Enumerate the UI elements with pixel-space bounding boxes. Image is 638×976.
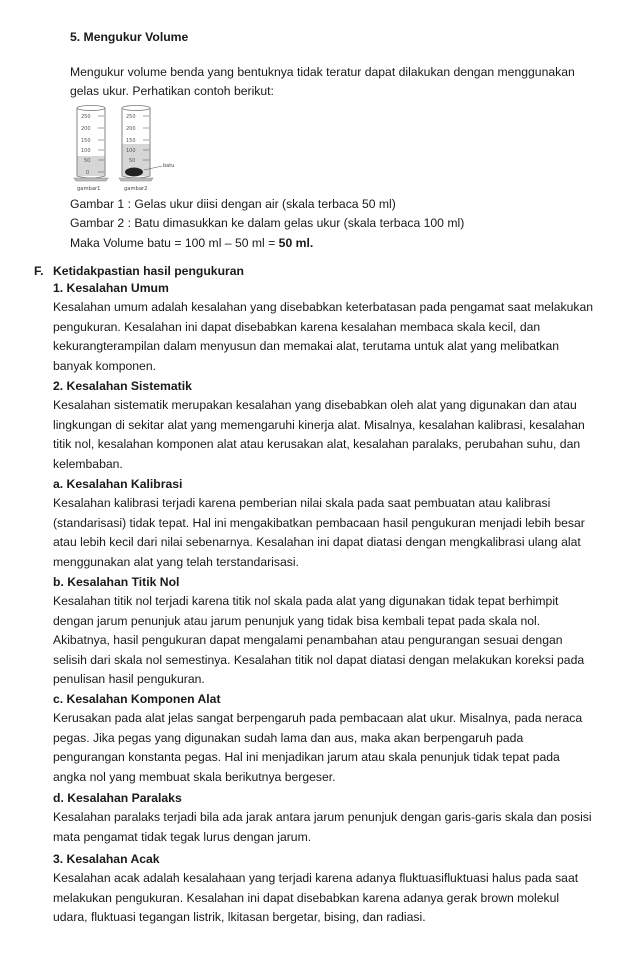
paragraph-line: kelembaban.	[53, 456, 123, 471]
subsection-heading: 3. Kesalahan Acak	[53, 852, 160, 866]
paragraph-line: pengukuran. Kesalahan ini dapat disebabkan karena kesalahan membaca skala kecil, dan	[53, 319, 541, 334]
stone-label: batu	[163, 163, 175, 169]
paragraph-line: Akibatnya, hasil pengukuran dapat mengalami penambahan atau pengurangan sesuai dengan	[53, 633, 563, 648]
tick-label: 150	[81, 138, 91, 144]
subsection-heading: a. Kesalahan Kalibrasi	[53, 477, 183, 491]
paragraph-line: angka nol yang membuat skala berikutnya bergeser.	[53, 769, 336, 784]
tick-label: 250	[81, 114, 91, 120]
paragraph-line: Kesalahan sistematik merupakan kesalahan yang disebabkan oleh alat yang digunakan dan atau	[53, 398, 577, 413]
paragraph-line: Kesalahan acak adalah kesalahaan yang terjadi karena adanya fluktuasifluktuasi halus pada saat	[53, 871, 579, 886]
paragraph-line: dengan jarum penunjuk atau jarum penunjuk yang tidak bisa kembali tepat pada skala nol.	[53, 613, 541, 628]
tick-label: 0	[86, 170, 90, 176]
result-line	[70, 234, 464, 253]
paragraph-line: Mengukur volume benda yang bentuknya tidak teratur dapat dilakukan dengan menggunakan	[70, 65, 575, 79]
paragraph-line: Kesalahan umum adalah kesalahan yang disebabkan keterbatasan pada pengamat saat melakukan	[53, 300, 594, 315]
tick-label: 50	[129, 158, 136, 164]
paragraph-line: Kerusakan pada alat jelas sangat berpengaruh pada pembacaan alat ukur. Misalnya, pada neraca	[53, 711, 583, 726]
paragraph-line: banyak komponen.	[53, 358, 156, 373]
tick-label: 200	[126, 126, 136, 132]
kesalahan-kalibrasi-block	[53, 475, 585, 572]
subsection-heading: d. Kesalahan Paralaks	[53, 791, 182, 805]
section-heading-ketidakpastian: Ketidakpastian hasil pengukuran	[53, 264, 244, 278]
subsection-heading: b. Kesalahan Titik Nol	[53, 575, 180, 589]
kesalahan-acak-block	[53, 850, 578, 928]
paragraph-line: udara, fluktuasi tegangan listrik, lkitasan bergetar, bising, dan radiasi.	[53, 910, 426, 925]
paragraph-line: (standarisasi) tidak tepat. Hal ini mengakibatkan pembacaan hasil pengukuran menjadi lebih besar	[53, 515, 585, 530]
kesalahan-umum-block	[53, 279, 593, 376]
stone-icon	[125, 168, 143, 177]
paragraph-line: lingkungan di sekitar alat yang memengaruhi kinerja alat. Misalnya, kesalahan kalibrasi, kesalahan	[53, 417, 585, 432]
section-heading-mengukur-volume: 5. Mengukur Volume	[70, 30, 189, 44]
paragraph-line: Gambar 2 : Batu dimasukkan ke dalam gelas ukur (skala terbaca 100 ml)	[70, 216, 465, 231]
section-letter: F.	[34, 264, 44, 278]
figure-caption-2: gambar2	[124, 186, 148, 192]
paragraph-line: penulisan hasil pengukuran.	[53, 672, 205, 687]
kesalahan-komponen-alat-block	[53, 690, 582, 787]
paragraph-line: gelas ukur. Perhatikan contoh berikut:	[70, 84, 274, 99]
tick-label: 50	[84, 158, 91, 164]
subsection-heading: c. Kesalahan Komponen Alat	[53, 692, 221, 706]
subsection-heading: 1. Kesalahan Umum	[53, 281, 169, 295]
paragraph-line: Kesalahan titik nol terjadi karena titik nol skala pada alat yang digunakan tidak tepat berhimpit	[53, 594, 559, 609]
paragraph-line: atau lebih kecil dari nilai sebenarnya. Kesalahan ini dapat diatasi dengan mengkalibrasi ulang alat	[53, 535, 581, 550]
kesalahan-paralaks-block	[53, 789, 592, 847]
subsection-heading: 2. Kesalahan Sistematik	[53, 379, 192, 393]
tick-label: 150	[126, 138, 136, 144]
tick-label: 100	[81, 148, 91, 154]
paragraph-line: menggunakan alat yang telah terstandarisasi.	[53, 554, 299, 569]
result-value: 50 ml.	[278, 235, 314, 250]
paragraph-line: kekurangterampilan dalam menyusun dan memakai alat, terutama untuk alat yang melibatkan	[53, 339, 560, 354]
kesalahan-sistematik-block	[53, 377, 585, 474]
paragraph-line: titik nol, kesalahan komponen alat atau kerusakan alat, kesalahan paralaks, perubahan suhu, dan	[53, 437, 581, 452]
figure-caption-1: gambar1	[77, 186, 101, 192]
tick-label: 100	[126, 148, 136, 154]
intro-paragraph	[70, 63, 575, 102]
result-prefix: Maka Volume batu = 100 ml – 50 ml =	[70, 235, 279, 250]
measuring-cylinder-figure	[72, 104, 182, 192]
measuring-cylinder-1	[74, 106, 108, 182]
tick-label: 250	[126, 114, 136, 120]
paragraph-line: melakukan pengukuran. Kesalahan ini dapat disebabkan karena adanya gerak brown molekul	[53, 890, 560, 905]
paragraph-line: mata pengamat tidak tegak lurus dengan jarum.	[53, 829, 312, 844]
figure-description	[70, 195, 464, 253]
paragraph-line: pengurangan konstanta pegas. Hal ini menjadikan jarum atau skala penunjuk tidak tepat pada	[53, 750, 560, 765]
kesalahan-titik-nol-block	[53, 573, 584, 689]
paragraph-line: Kesalahan kalibrasi terjadi karena pemberian nilai skala pada saat pembuatan atau kalibrasi	[53, 496, 551, 511]
paragraph-line: Kesalahan paralaks terjadi bila ada jarak antara jarum penunjuk dengan garis-garis skala dan posisi	[53, 810, 592, 825]
paragraph-line: pegas. Jika pegas yang digunakan sudah lama dan aus, maka akan berpengaruh pada	[53, 730, 524, 745]
tick-label: 200	[81, 126, 91, 132]
paragraph-line: selisih dari skala nol semestinya. Kesalahan titik nol dapat diatasi dengan melakukan koreksi pada	[53, 652, 585, 667]
paragraph-line: Gambar 1 : Gelas ukur diisi dengan air (skala terbaca 50 ml)	[70, 197, 396, 211]
